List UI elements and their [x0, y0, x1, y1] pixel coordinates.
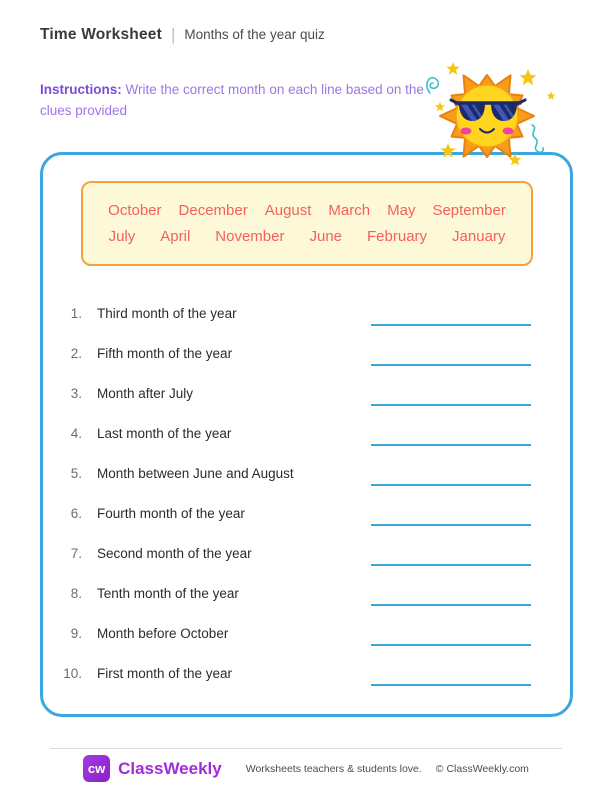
footer-copyright: © ClassWeekly.com [435, 762, 529, 775]
footer-divider [50, 748, 562, 749]
month-word: January [452, 228, 506, 245]
sun-illustration [420, 53, 572, 175]
question-row [43, 653, 570, 693]
question-number: 8. [70, 585, 82, 601]
instructions-label: Instructions: [40, 82, 122, 97]
answer-line[interactable] [371, 644, 531, 646]
question-clue: Month between June and August [97, 465, 294, 481]
question-number: 3. [70, 385, 82, 401]
month-word: November [215, 228, 285, 245]
question-clue: First month of the year [97, 665, 233, 681]
answer-line[interactable] [371, 364, 531, 366]
word-bank [81, 181, 533, 266]
answer-line[interactable] [371, 324, 531, 326]
question-clue: Second month of the year [97, 545, 252, 561]
classweekly-logo-text: ClassWeekly [118, 758, 222, 778]
classweekly-logo-icon: cw [83, 755, 110, 782]
month-word: February [367, 228, 428, 245]
question-row [43, 573, 570, 613]
question-row [43, 293, 570, 333]
question-clue: Month after July [97, 385, 194, 401]
question-clue: Month before October [97, 625, 229, 641]
question-clue: Fifth month of the year [97, 345, 233, 361]
month-word: April [160, 228, 191, 245]
question-number: 10. [63, 665, 82, 681]
title-separator: | [170, 25, 176, 44]
word-bank-row [93, 228, 521, 245]
month-word: September [432, 202, 506, 219]
question-clue: Fourth month of the year [97, 505, 245, 521]
answer-line[interactable] [371, 404, 531, 406]
page-subtitle: Months of the year quiz [184, 27, 325, 42]
question-number: 7. [70, 545, 82, 561]
question-row [43, 413, 570, 453]
question-number: 4. [70, 425, 82, 441]
question-row [43, 533, 570, 573]
month-word: August [264, 202, 312, 219]
question-row [43, 373, 570, 413]
page-title: Time Worksheet [40, 26, 162, 43]
question-row [43, 613, 570, 653]
question-number: 2. [70, 345, 82, 361]
answer-line[interactable] [371, 564, 531, 566]
question-clue: Third month of the year [97, 305, 237, 321]
word-bank-row [93, 202, 521, 219]
answer-line[interactable] [371, 684, 531, 686]
month-word: March [328, 202, 371, 219]
answer-line[interactable] [371, 604, 531, 606]
page-footer [0, 755, 612, 782]
question-row [43, 333, 570, 373]
month-word: May [387, 202, 416, 219]
question-number: 1. [70, 305, 82, 321]
month-word: December [178, 202, 248, 219]
footer-tagline: Worksheets teachers & students love. [245, 762, 422, 775]
answer-line[interactable] [371, 484, 531, 486]
question-row [43, 493, 570, 533]
month-word: June [309, 228, 343, 245]
question-row [43, 453, 570, 493]
instructions-body: Write the correct month on each line based on the clues provided [40, 82, 424, 118]
month-word: July [108, 228, 136, 245]
sun-with-sunglasses-icon [420, 53, 572, 175]
question-clue: Last month of the year [97, 425, 232, 441]
question-list [43, 293, 570, 693]
page-header [40, 24, 325, 44]
month-word: October [108, 202, 162, 219]
instructions-text [40, 80, 430, 122]
quiz-card [40, 152, 573, 717]
question-number: 6. [70, 505, 82, 521]
question-number: 9. [70, 625, 82, 641]
answer-line[interactable] [371, 524, 531, 526]
question-clue: Tenth month of the year [97, 585, 239, 601]
answer-line[interactable] [371, 444, 531, 446]
question-number: 5. [70, 465, 82, 481]
